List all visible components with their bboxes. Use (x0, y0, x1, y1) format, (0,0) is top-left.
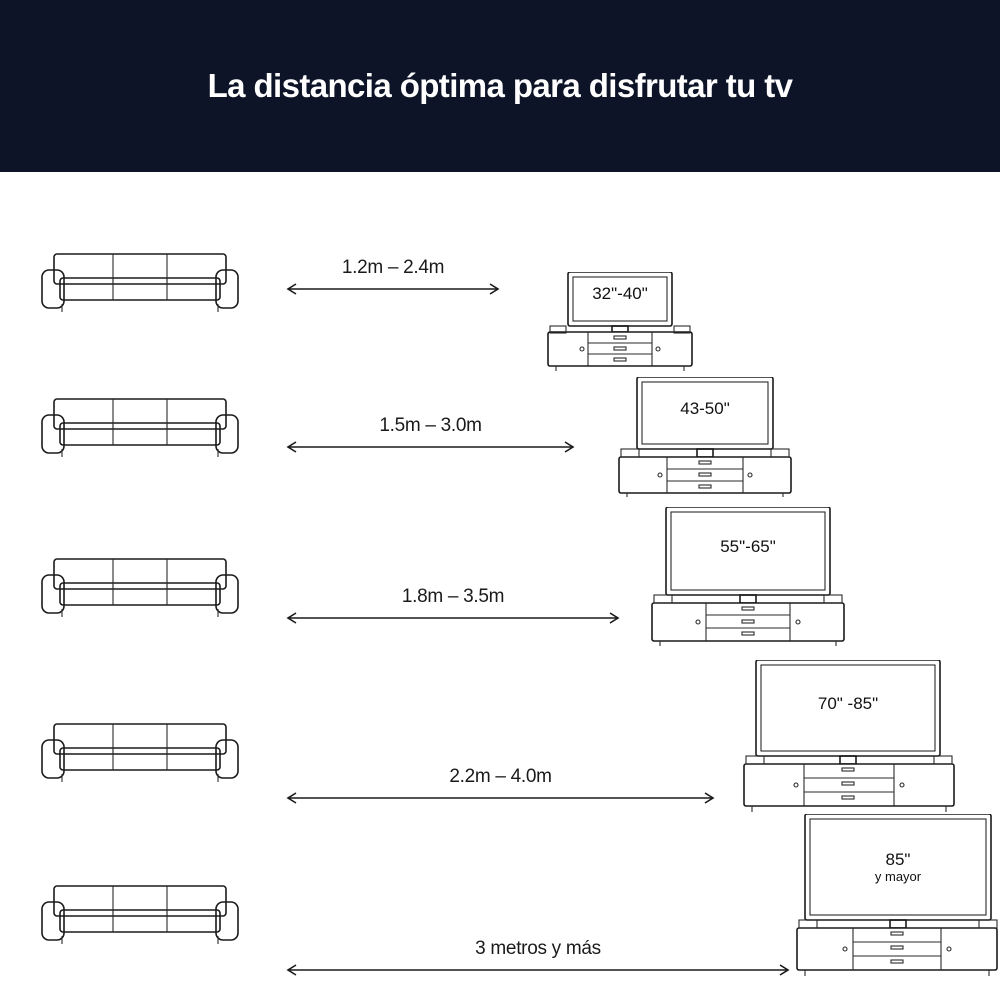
sofa-icon (40, 718, 240, 788)
double-arrow-icon (283, 792, 718, 804)
tv-unit-3 (648, 507, 848, 647)
distance-label-2: 1.5m – 3.0m (379, 415, 482, 436)
double-arrow-icon (283, 964, 793, 976)
sofa-icon (40, 553, 240, 623)
row-1 (0, 212, 1000, 372)
sofa-icon (40, 393, 240, 463)
distance-label-5: 3 metros y más (475, 938, 601, 959)
tv-size-label-2: 43-50" (680, 399, 730, 418)
row-2 (0, 357, 1000, 517)
double-arrow-icon (283, 612, 623, 624)
tv-size-label-4: 70" -85" (817, 694, 879, 713)
tv-size-label-5: 85" y mayor (805, 850, 991, 884)
rows-container (0, 172, 1000, 1000)
double-arrow-icon (283, 441, 578, 453)
distance-label-3: 1.8m – 3.5m (401, 586, 505, 607)
tv-size-label-3: 55"-65" (720, 537, 776, 556)
tv-size-sublabel-5: y mayor (874, 868, 922, 884)
sofa-icon (40, 880, 240, 950)
header-banner (0, 0, 1000, 172)
row-5 (0, 844, 1000, 1004)
page-title: La distancia óptima para disfrutar tu tv (207, 67, 793, 104)
distance-label-1: 1.2m – 2.4m (341, 257, 445, 278)
tv-unit-5 (795, 814, 1000, 984)
distance-label-4: 2.2m – 4.0m (449, 766, 552, 787)
sofa-icon (40, 248, 240, 318)
row-3 (0, 517, 1000, 677)
tv-size-label-1: 32"-40" (592, 284, 648, 303)
tv-unit-4 (742, 660, 957, 815)
tv-unit-2 (615, 377, 795, 497)
double-arrow-icon (283, 283, 503, 295)
